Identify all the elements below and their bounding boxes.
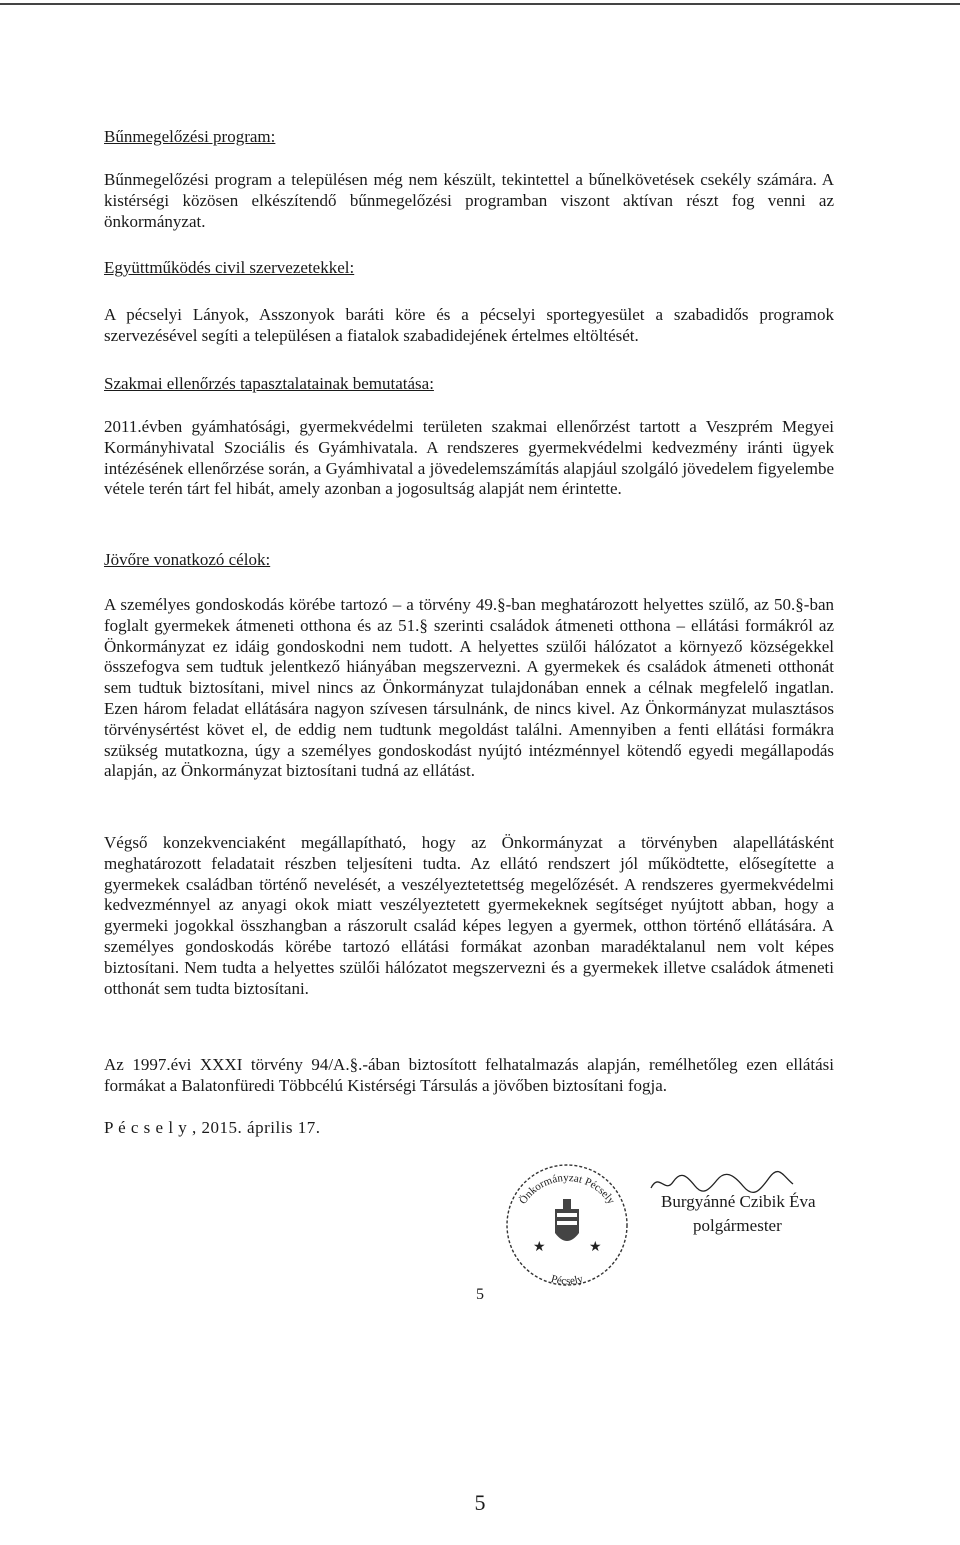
paragraph-future-goals: A személyes gondoskodás körébe tartozó – a törvény 49.§-ban meghatározott helyettes szülő, az 50.§-ban foglalt gyermekek átmeneti otthona és az 51.§ szerinti családok átmeneti otthona – ellátási formákról az Önkormányzat ez idáig gondoskodni nem tudott. A helyettes szülői hálózatot a környező községekkel összefogva sem tudtuk jelentkező hiányában megszervezni. A gyermekek és családok átmeneti otthonát sem tudtuk biztosítani, mivel nincs az Önkormányzat tulajdonában ennek a célnak megfelelő ingatlan. Ezen három feladat ellátására nagyon szívesen társulnánk, de nincs kivel. Az Önkormányzat mulasztásos törvénysértést követ el, de eddig nem tudtunk megoldást találni. Amennyiben a fenti ellátási formákra szükség mutatkozna, úgy a személyes gondoskodást nyújtó intézménnyel kötendő egyedi megállapodás alapján, az Önkormányzat biztosítani tudná az ellátást. [104,595,834,781]
top-rule [0,3,960,5]
paragraph-conclusion: Végső konzekvenciaként megállapítható, hogy az Önkormányzat a törvényben alapellátásként meghatározott feladatait részben teljesíteni tudta. Az ellátó rendszert jól működtette, elősegítette a gyermekek családban történő nevelését, a veszélyeztetettség megelőzését. A rendszeres gyermekvédelmi kedvezménnyel az anyagi okok miatt veszélyeztetett gyermekeknek segítséget nyújtott abban, hogy a gyermeki jogokkal összhangban a rászorult család képes legyen a gyermek, otthon történő ellátására. A személyes gondoskodás körébe tartozó ellátási formákat azonban maradéktalanul nem volt képes biztosítani. Nem tudta a helyettes szülői hálózatot megszervezni és a gyermekek illetve családok átmeneti otthonát sem tudta biztosítani. [104,833,834,998]
page-number-small: 5 [476,1286,484,1303]
star-icon: ★ [533,1240,546,1255]
signature-block [647,1170,816,1250]
page-number-large: 5 [474,1490,486,1515]
seal-text-top: Önkormányzat Pécsely [516,1171,618,1207]
heading-inspection: Szakmai ellenőrzés tapasztalatainak bemutatása: [104,374,434,393]
signer-name: Burgyánné Czibik Éva [661,1192,816,1211]
paragraph-law-reference: Az 1997.évi XXXI törvény 94/A.§.-ában biztosított felhatalmazás alapján, remélhetőleg ezen ellátási formákat a Balatonfüredi Többcélú Kistérségi Társulás a jövőben biztosítani fogja. [104,1055,834,1095]
heading-civil-cooperation: Együttműködés civil szervezetekkel: [104,258,355,277]
heading-crime-prevention: Bűnmegelőzési program: [104,127,276,146]
paragraph-crime-prevention: Bűnmegelőzési program a településen még nem készült, tekintettel a bűnelkövetések csekély számára. A kistérségi közösen elkészítendő bűnmegelőzési programban viszont aktívan részt fog venni az önkormányzat. [104,170,834,231]
signer-title: polgármester [693,1216,782,1235]
coat-of-arms-icon [555,1199,579,1241]
paragraph-inspection: 2011.évben gyámhatósági, gyermekvédelmi területen szakmai ellenőrzést tartott a Veszprém Megyei Kormányhivatal Szociális és Gyámhivatala. A rendszeres gyermekvédelmi kedvezmény iránti ügyek intézésének ellenőrzése során, a Gyámhivatal a jövedelemszámítás alapjául szolgáló jövedelem figyelembe vétele terén tárt fel hibát, amely azonban a jogosultság alapját nem érintette. [104,417,834,499]
star-icon: ★ [589,1240,602,1255]
paragraph-civil-cooperation: A pécselyi Lányok, Asszonyok baráti köre és a pécselyi sportegyesület a szabadidős programok szervezésével segíti a településen a fiatalok szabadidejének értelmes eltöltését. [104,305,834,345]
heading-future-goals: Jövőre vonatkozó célok: [104,550,271,569]
seal-text-bottom: Pécsely [549,1272,585,1288]
official-seal [495,1153,639,1291]
place-date: P é c s e l y , 2015. április 17. [104,1118,321,1137]
